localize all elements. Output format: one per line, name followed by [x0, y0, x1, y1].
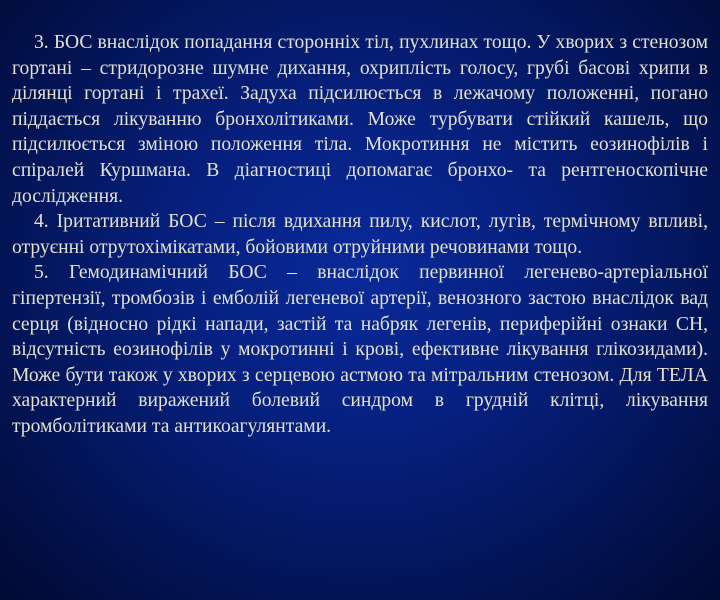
paragraph-irritative-bos: 4. Іритативний БОС – після вдихання пилу, кислот, лугів, термічному впливі, отруєнні отрутохімікатами, бойовими отруйними речовинами тощо.	[12, 211, 708, 258]
paragraph-foreign-body-bos: 3. БОС внаслідок попадання сторонніх тіл, пухлинах тощо. У хворих з стенозом гортані – стридорозне шумне дихання, охриплість голосу, грубі басові хрипи в ділянці гортані і трахеї. Задуха підсилюється в лежачому положенні, погано піддається лікуванню бронхолітиками. Може турбувати стійкий кашель, що підсилюється зміною положення тіла. Мокротиння не містить еозинофілів і спіралей Куршмана. В діагностиці допомагає бронхо- та рентгеноскопічне дослідження.	[12, 32, 708, 207]
paragraph-hemodynamic-bos: 5. Гемодинамічний БОС – внаслідок первинної легенево-артеріальної гіпертензії, тромбозів і емболій легеневої артерії, венозного застою внаслідок вад серця (відносно рідкі напади, застій та набряк легенів, периферійні ознаки СН, відсутність еозинофілів у мокротинні і крові, ефективне лікування глікозидами). Може бути також у хворих з серцевою астмою та мітральним стенозом. Для ТЕЛА характерний виражений болевий синдром в грудній клітці, лікування тромболітиками та антикоагулянтами.	[12, 262, 708, 437]
